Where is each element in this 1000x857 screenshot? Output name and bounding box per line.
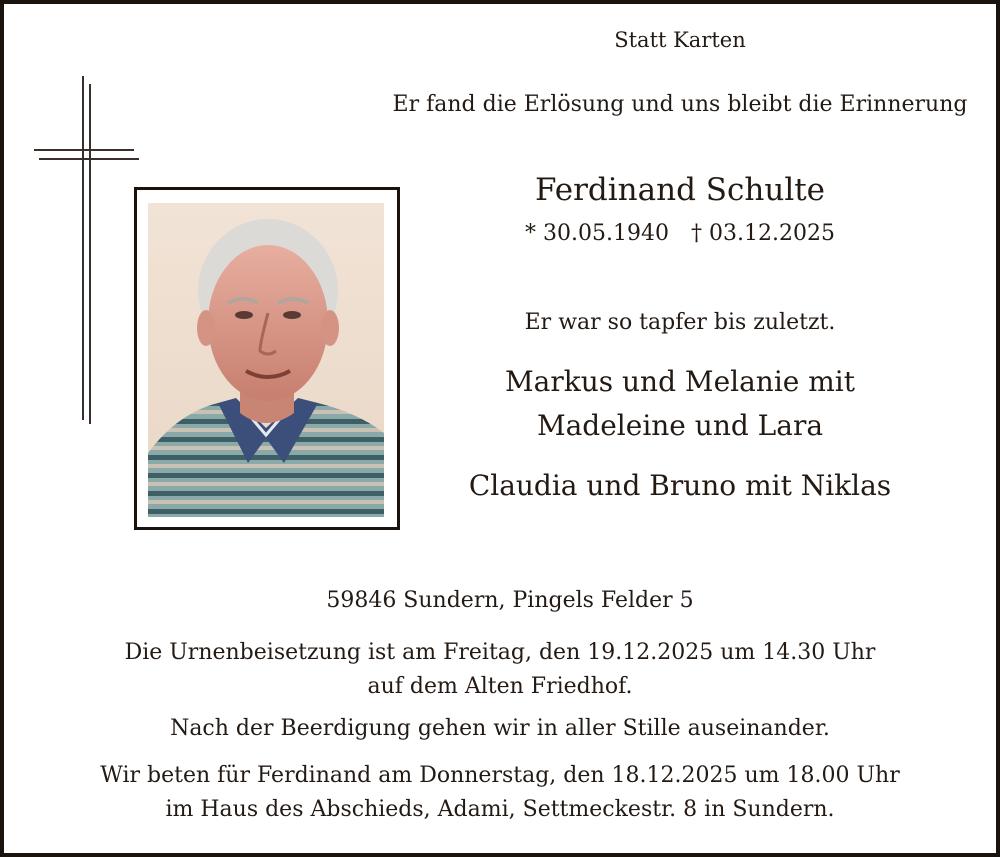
- portrait-photo: [148, 203, 384, 517]
- family-line-3: Claudia und Bruno mit Niklas: [468, 469, 892, 502]
- death-date: † 03.12.2025: [691, 221, 835, 246]
- life-dates: [380, 221, 980, 247]
- funeral-line-3: Nach der Beerdigung gehen wir in aller Stille auseinander.: [170, 716, 830, 741]
- funeral-line-4: Wir beten für Ferdinand am Donnerstag, den 18.12.2025 um 18.00 Uhr: [100, 763, 900, 788]
- funeral-line-5: im Haus des Abschieds, Adami, Settmeckestr. 8 in Sundern.: [165, 797, 835, 822]
- funeral-line-1: Die Urnenbeisetzung ist am Freitag, den 19.12.2025 um 14.30 Uhr: [124, 640, 876, 665]
- address-text: 59846 Sundern, Pingels Felder 5: [326, 588, 694, 613]
- birth-date: * 30.05.1940: [525, 221, 669, 246]
- motto-text: Er fand die Erlösung und uns bleibt die Erinnerung: [392, 92, 968, 117]
- statt-karten-text: Statt Karten: [614, 28, 746, 52]
- family-line-1: Markus und Melanie mit: [504, 365, 855, 398]
- deceased-name: Ferdinand Schulte: [534, 172, 826, 208]
- family-line-2: Madeleine und Lara: [536, 409, 824, 442]
- funeral-line-2: auf dem Alten Friedhof.: [367, 674, 633, 699]
- tribute-text: Er war so tapfer bis zuletzt.: [524, 310, 836, 335]
